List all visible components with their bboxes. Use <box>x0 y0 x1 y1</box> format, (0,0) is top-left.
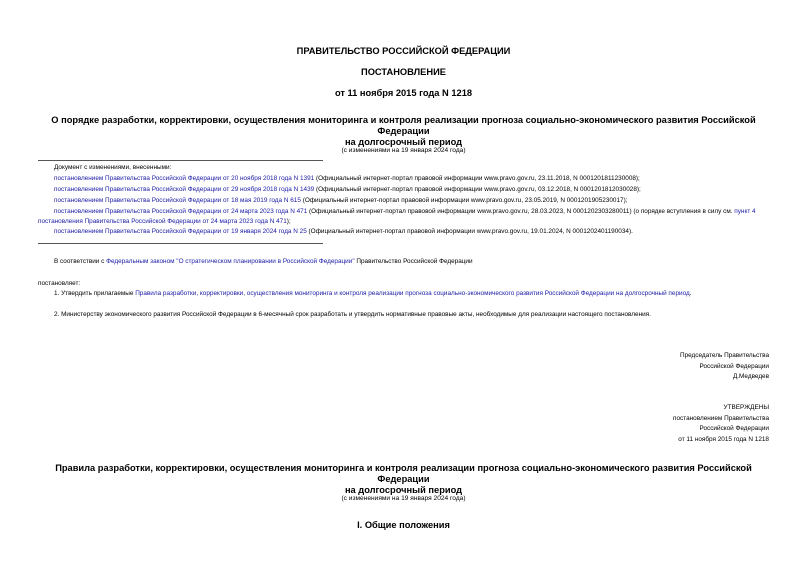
change-details: (Официальный интернет-портал правовой информации www.pravo.gov.ru, 19.01.2024, N 0001202401190034). <box>306 227 633 235</box>
change-link[interactable]: постановлением Правительства Российской Федерации от 24 марта 2023 года N 471 <box>54 207 308 215</box>
paragraph-2: 2. Министерству экономического развития Российской Федерации в 6-месячный срок разработать и утвердить нормативные правовые акты, необходимые для реализации настоящего постановления. <box>54 311 651 318</box>
doc-type-heading: ПОСТАНОВЛЕНИЕ <box>361 67 446 77</box>
revision-note: (с изменениями на 19 января 2024 года) <box>341 147 466 154</box>
change-link[interactable]: постановлением Правительства Российской Федерации от 20 ноября 2018 года N 1391 <box>54 174 315 182</box>
change-details: (Официальный интернет-портал правовой информации www.pravo.gov.ru, 23.05.2019, N 0001201905230017); <box>300 196 628 204</box>
rules-title <box>30 463 777 496</box>
federal-law-link[interactable]: Федеральным законом "О стратегическом планировании в Российской Федерации" <box>106 258 355 265</box>
change-item <box>54 185 769 196</box>
paragraph-1 <box>54 290 692 297</box>
signature-position: Председатель Правительства <box>680 352 769 359</box>
change-link[interactable]: постановлением Правительства Российской Федерации от 29 ноября 2018 года N 1439 <box>54 185 315 193</box>
change-item <box>54 227 769 238</box>
paragraph-1-end: . <box>689 290 692 297</box>
document-title <box>30 115 777 148</box>
change-details: (Официальный интернет-портал правовой информации www.pravo.gov.ru, 28.03.2023, N 0001202303280011) (о порядке вступления в силу см. <box>307 207 735 215</box>
change-link[interactable]: постановлением Правительства Российской Федерации от 19 января 2024 года N 25 <box>54 227 307 235</box>
divider-top <box>38 160 323 161</box>
rules-title-line1: Правила разработки, корректировки, осуществления мониторинга и контроля реализации прогноза социально-экономического развития Российской Федерации <box>55 463 752 484</box>
signature-name: Д.Медведев <box>732 373 769 381</box>
approved-date: от 11 ноября 2015 года N 1218 <box>678 435 769 443</box>
approved-heading: УТВЕРЖДЕНЫ <box>723 404 769 411</box>
decides-text: постановляет: <box>38 280 81 287</box>
preamble-text: В соответствии с <box>54 258 107 265</box>
rules-link[interactable]: Правила разработки, корректировки, осуществления мониторинга и контроля реализации прогноза социально-экономического развития Российской Федерации на долгосрочный период <box>135 290 690 297</box>
section-heading: I. Общие положения <box>357 520 450 530</box>
preamble-text-end: Правительство Российской Федерации <box>354 258 473 265</box>
doc-date: от 11 ноября 2015 года N 1218 <box>334 88 473 98</box>
change-item <box>38 207 769 227</box>
change-entry-link[interactable]: пункт 4 постановления Правительства Российской Федерации от 24 марта 2023 года N 471 <box>38 207 756 225</box>
changes-intro: Документ с изменениями, внесенными: <box>54 164 172 171</box>
change-item <box>54 196 769 207</box>
rules-revision-note: (с изменениями на 19 января 2024 года) <box>341 495 466 502</box>
change-details: (Официальный интернет-портал правовой информации www.pravo.gov.ru, 23.11.2018, N 0001201811230008); <box>314 174 640 182</box>
signature-org: Российской Федерации <box>699 362 769 370</box>
change-details: (Официальный интернет-портал правовой информации www.pravo.gov.ru, 03.12.2018, N 0001201812030028); <box>314 185 641 193</box>
rules-title-line2: на долгосрочный период <box>344 485 463 495</box>
document-title-line2: на долгосрочный период <box>344 137 463 147</box>
document-title-line1: О порядке разработки, корректировки, осуществления мониторинга и контроля реализации прогноза социально-экономического развития Российской Федерации <box>51 115 756 136</box>
divider-bottom <box>38 243 323 244</box>
change-details-end: ); <box>286 217 291 225</box>
preamble <box>54 258 473 265</box>
changes-list <box>38 163 769 238</box>
signature-block <box>680 351 769 383</box>
change-item <box>54 174 769 185</box>
change-link[interactable]: постановлением Правительства Российской Федерации от 18 мая 2019 года N 615 <box>54 196 301 204</box>
approved-org: Российской Федерации <box>699 425 769 433</box>
paragraph-1-text: 1. Утвердить прилагаемые <box>54 290 136 297</box>
approved-by: постановлением Правительства <box>673 414 769 422</box>
approved-block <box>673 403 769 445</box>
government-heading: ПРАВИТЕЛЬСТВО РОССИЙСКОЙ ФЕДЕРАЦИИ <box>296 46 511 56</box>
